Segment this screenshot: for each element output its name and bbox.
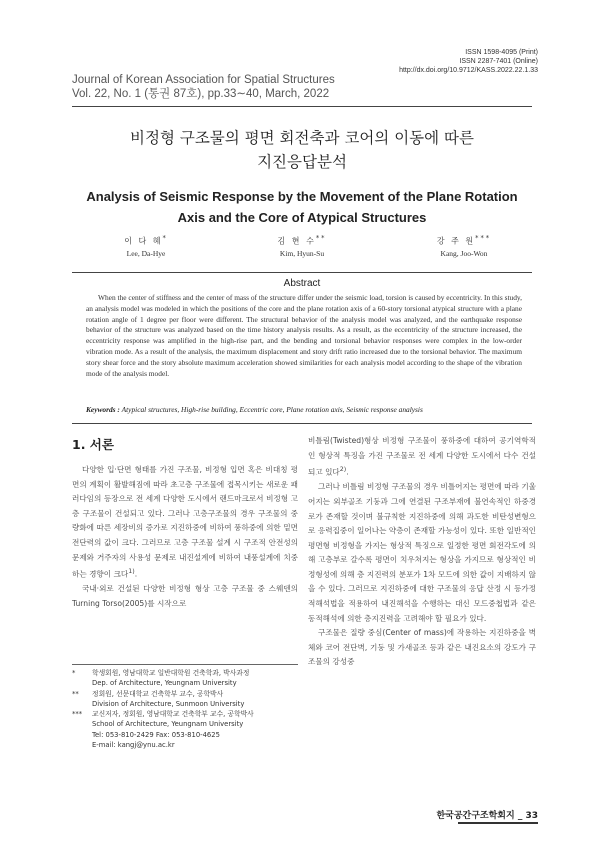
page-footer (436, 808, 538, 821)
author-3-mark: *** (475, 234, 492, 242)
issn-online: ISSN 2287-7401 (Online) (459, 58, 538, 65)
header-rule (72, 106, 532, 107)
author-2-en: Kim, Hyun-Su (279, 248, 325, 258)
footnote-3-mark: *** (72, 710, 83, 719)
footnote-3-line3: Tel: 053-810-2429 Fax: 053-810-4625 (92, 730, 220, 739)
reference-2: 2) (339, 466, 347, 474)
journal-name: Journal of Korean Association for Spatial Structures (72, 74, 335, 86)
abstract-heading: Abstract (283, 278, 321, 289)
abstract-body: When the center of stiffness and the center of mass of the structure differ under the seismic load, torsion is caused by eccentricity. In this study, an analysis model was modeled in which the positions of the core and the plane rotation axis of a 60-story torsional atypical structure with a plane rotation angle of 1 degree per floor were different. The structural behavior of the analysis model was analyzed, and the earthquake response behavior of the structure was analyzed based on the time history analysis results. As a result, as the eccentricity of the structure increased, the eccentricity response was amplified in the high-rise part, and the bending and torsional behavior responses were complex in the low-order vibration mode. As a result of the analysis, the maximum displacement and story drift ratio increased due to the torsional behavior. The maximum story shear force and the story absolute maximum acceleration showed similarities for each analysis model according to the shape of the vibration mode of the analysis model. (86, 293, 522, 378)
author-2-mark: ** (315, 234, 327, 242)
abstract-top-rule (72, 272, 532, 273)
keywords-label: Keywords : (86, 405, 120, 414)
footnote-2 (72, 689, 298, 710)
keywords-list: Atypical structures, High-rise building, Eccentric core, Plane rotation axis, Seismic response analysis (121, 405, 423, 414)
body-column-right (308, 434, 536, 670)
intro-paragraph-2: 국내·외로 건설된 다양한 비정형 형상 고층 구조물 중 스웨덴의 Turning Torso(2005)를 시작으로 (72, 584, 298, 608)
section-title: 1. 서론 (72, 437, 114, 452)
keywords (86, 405, 526, 414)
footnote-1 (72, 668, 298, 689)
footnote-2-line2: Division of Architecture, Sunmoon University (92, 699, 245, 708)
english-title-line1: Analysis of Seismic Response by the Movement of the Plane Rotation (86, 189, 518, 204)
author-3-ko: 강 주 원 (436, 236, 476, 246)
author-2 (247, 232, 357, 260)
journal-footer-label: 한국공간구조학회지 _ (436, 811, 523, 821)
footnotes (72, 668, 298, 750)
english-title-line2: Axis and the Core of Atypical Structures (177, 210, 427, 225)
footnote-1-line2: Dep. of Architecture, Yeungnam University (92, 679, 237, 688)
volume-info: Vol. 22, No. 1 (통권 87호), pp.33∼40, March, 2022 (72, 88, 330, 100)
korean-title-line1: 비정형 구조물의 평면 회전축과 코어의 이동에 따른 (130, 129, 474, 147)
abstract-bottom-rule (72, 423, 532, 424)
author-1 (91, 232, 201, 260)
footnote-1-line1: 학생회원, 영남대학교 일반대학원 건축학과, 박사과정 (92, 669, 250, 677)
footnote-3-line1: 교신저자, 정회원, 영남대학교 건축학부 교수, 공학박사 (92, 710, 254, 719)
author-3-en: Kang, Joo-Won (440, 248, 488, 258)
page-number: 33 (525, 811, 538, 821)
intro-paragraph-5: 구조물은 질량 중심(Center of mass)에 작용하는 지진하중을 벽체와 코어 전단벽, 기둥 및 가새골조 등과 같은 내진요소의 강도가 구조물의 강성중 (308, 628, 536, 667)
intro-paragraph-1: 다양한 입·단면 형태를 가진 구조물, 비정형 입면 혹은 비대칭 평면의 계획이 활발해짐에 따라 초고층 구조물에 접목시키는 새로운 패러다임의 등장으로 전 세계 다양한 도시에서 랜드마크로서 비정형 고층 구조물이 건설되고 있다. 그러나 고층구조물의 경우 구조물의 중량화에 따른 세장비의 증가로 지진하중에 비하여 풍하중에 의한 밑면전단력의 값이 크다. 그러므로 고층 구조물 설계 시 구조적 안전성의 문제와 거주자의 사용성 문제로 내진설계에 비하여 내풍설계에 치중하는 경향이 크다$^{1)}$. (72, 465, 298, 579)
footnote-3 (72, 709, 298, 750)
korean-title (72, 126, 532, 174)
footnote-2-mark: ** (72, 689, 79, 698)
reference-1: 1) (128, 568, 135, 576)
body-column-left (72, 463, 298, 611)
author-1-ko: 이 다 혜 (124, 236, 163, 246)
author-3 (409, 232, 519, 260)
author-2-ko: 김 현 수 (277, 236, 316, 246)
intro-paragraph-3: 비틀림(Twisted)형상 비정형 구조물이 풍하중에 대하여 공기역학적인 형상적 특징을 가진 구조물로 전 세계 다양한 도시에서 다수 건설되고 있다$^{2)}$. (308, 436, 536, 477)
intro-paragraph-4: 그러나 비틀림 비정형 구조물의 경우 비틀어지는 평면에 따라 기울어지는 외부골조 기둥과 그에 연결된 구조부재에 불연속적인 하중경로가 존재할 것이며 불규칙한 지진하중에 의해 과도한 비탄성변형으로 응력집중이 일어나는 약층이 존재할 가능성이 있다. 또한 일반적인 평면형 비정형을 가지는 형상적 특징으로 일정한 평면 회전각도에 의해 고층부로 갈수록 평면이 치우쳐지는 형상을 가지므로 형상적인 비정형성에 의해 층 지진력의 분포가 1차 모드에 의한 값이 지배하지 않을 수 있다. 그러므로 지진하중에 대한 구조물의 응답 산정 시 등가정적해석법을 적용하여 내진해석을 수행하는 대신 모드중첩법과 같은 동적해석에 의한 층지진력을 고려해야 할 필요가 있다. (308, 482, 536, 623)
english-title (72, 186, 532, 228)
footnote-1-mark: * (72, 669, 76, 677)
page-footer-rule (458, 822, 538, 824)
footnote-3-line4[interactable]: E-mail: kangj@ynu.ac.kr (92, 741, 175, 750)
author-1-en: Lee, Da-Hye (126, 248, 166, 258)
korean-title-line2: 지진응답분석 (257, 153, 347, 171)
author-1-mark: * (162, 234, 168, 242)
doi-link[interactable]: http://dx.doi.org/10.9712/KASS.2022.22.1.33 (399, 67, 538, 74)
issn-block (399, 48, 538, 75)
issn-print: ISSN 1598-4095 (Print) (465, 49, 538, 56)
footnote-rule (72, 664, 298, 665)
footnote-3-line2: School of Architecture, Yeungnam University (92, 720, 244, 729)
footnote-2-line1: 정회원, 선문대학교 건축학부 교수, 공학박사 (92, 689, 224, 698)
